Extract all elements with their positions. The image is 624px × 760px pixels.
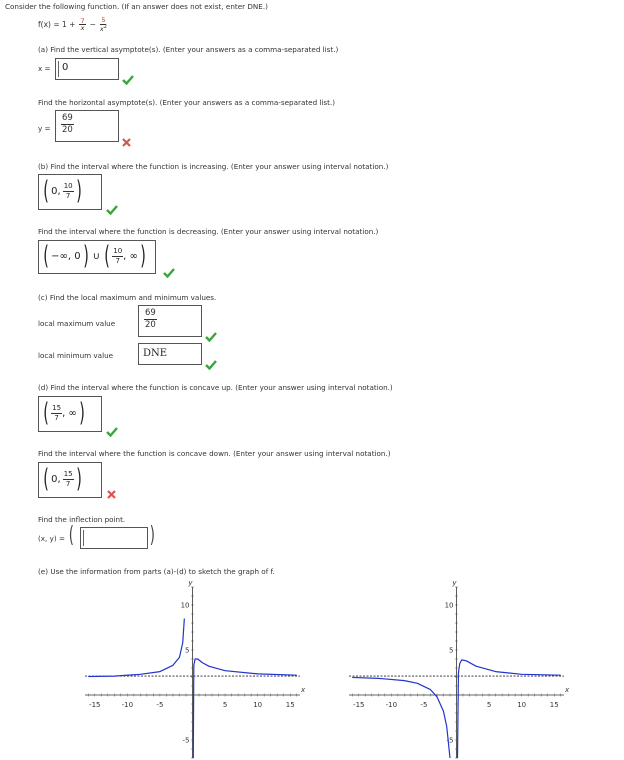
- x-tick-label: -5: [420, 701, 428, 709]
- decreasing-input[interactable]: ( −∞, 0 ) ∪ ( $\frac{10}{7}$ , ∞ ): [38, 240, 156, 274]
- concave-down-prompt: Find the interval where the function is concave down. (Enter your answer using interval notation.): [38, 449, 391, 458]
- incorrect-icon: [107, 490, 116, 499]
- inflection-label: (x, y) =: [38, 534, 65, 543]
- inflection-paren-right: ): [149, 523, 155, 548]
- x-tick-label: 10: [517, 701, 527, 709]
- local-min-label: local minimum value: [38, 351, 114, 360]
- y-tick-label: -5: [182, 736, 190, 745]
- vertical-asymptote-input[interactable]: [55, 58, 119, 80]
- horizontal-asymptote-input[interactable]: [55, 110, 119, 142]
- correct-icon: [106, 205, 118, 215]
- horizontal-numerator: 69: [62, 113, 73, 123]
- decreasing-prompt: Find the interval where the function is decreasing. (Enter your answer using interval notation.): [38, 227, 379, 236]
- curve-right-branch: [457, 660, 560, 758]
- curve-left-branch: [352, 677, 450, 758]
- local-max-input[interactable]: [138, 305, 202, 337]
- x-tick-label: 5: [222, 701, 228, 709]
- vertical-asymptote-value: 0: [62, 62, 69, 73]
- term1-denominator: x: [80, 24, 85, 33]
- y-tick-label: -5: [446, 736, 454, 745]
- curve-right-branch: [193, 659, 296, 758]
- term2-numerator: 5: [101, 16, 106, 24]
- inc-numerator: 10: [63, 181, 73, 190]
- term2-exponent: 2: [103, 23, 107, 30]
- inflection-paren-left: (: [68, 523, 74, 548]
- y-axis-label: y: [188, 579, 193, 587]
- function-lhs: f(x) = 1 +: [38, 20, 76, 30]
- down-numerator: 15: [63, 469, 73, 478]
- down-left: 0,: [51, 473, 61, 485]
- horizontal-asymptote-prompt: Find the horizontal asymptote(s). (Enter your answers as a comma-separated list.): [38, 98, 336, 107]
- graph-option-2[interactable]: [346, 575, 572, 760]
- local-min-input[interactable]: [138, 343, 202, 365]
- sketch-prompt: (e) Use the information from parts (a)-(d) to sketch the graph of f.: [38, 567, 275, 576]
- correct-icon: [106, 427, 118, 437]
- dec-first: −∞, 0: [51, 250, 81, 262]
- inflection-input[interactable]: [80, 527, 148, 549]
- incorrect-icon: [122, 138, 131, 147]
- inc-left: 0,: [51, 185, 61, 197]
- concave-up-input[interactable]: ( $\frac{15}{7}$ , ∞ ): [38, 396, 102, 432]
- increasing-prompt: (b) Find the interval where the function is increasing. (Enter your answer using interval notation.): [38, 162, 389, 171]
- vertical-asymptote-prompt: (a) Find the vertical asymptote(s). (Enter your answers as a comma-separated list.): [38, 45, 339, 54]
- x-tick-label: -15: [353, 701, 365, 709]
- correct-icon: [163, 268, 175, 278]
- term1-numerator: 7: [80, 16, 85, 25]
- y-tick-label: 10: [180, 601, 190, 610]
- horizontal-label: y =: [38, 124, 51, 133]
- local-max-label: local maximum value: [38, 319, 116, 328]
- x-axis-label: x: [301, 686, 306, 694]
- term2-denominator: x: [99, 24, 104, 33]
- vertical-label: x =: [38, 64, 51, 73]
- x-tick-label: -10: [121, 701, 134, 709]
- inc-denominator: 7: [65, 191, 71, 200]
- x-tick-label: 15: [549, 701, 559, 709]
- inflection-prompt: Find the inflection point.: [38, 515, 126, 524]
- increasing-input[interactable]: ( 0, $\frac{10}{7}$ ): [38, 174, 102, 210]
- concave-down-input[interactable]: ( 0, $\frac{15}{7}$ ): [38, 462, 102, 498]
- y-axis-label: y: [452, 579, 457, 587]
- x-tick-label: -5: [156, 701, 164, 709]
- y-tick-label: 10: [444, 601, 454, 610]
- max-numerator: 69: [145, 308, 156, 318]
- x-tick-label: 15: [285, 701, 295, 709]
- concave-up-prompt: (d) Find the interval where the function is concave up. (Enter your answer using interval notation.): [38, 383, 393, 392]
- max-denominator: 20: [145, 319, 156, 330]
- x-tick-label: -15: [89, 701, 101, 709]
- x-tick-label: 5: [486, 701, 492, 709]
- curve-left-branch: [88, 619, 184, 677]
- minus-sign: −: [89, 20, 96, 30]
- dec-right: , ∞: [123, 250, 138, 262]
- y-tick-label: 5: [185, 646, 190, 655]
- dec-denominator: 7: [115, 256, 120, 265]
- function-definition: [38, 17, 108, 32]
- correct-icon: [205, 360, 217, 370]
- local-min-value: DNE: [143, 348, 168, 359]
- intro-text: Consider the following function. (If an answer does not exist, enter DNE.): [5, 2, 268, 11]
- up-denominator: 7: [54, 413, 59, 422]
- dec-union: ∪: [92, 250, 101, 262]
- extrema-prompt: (c) Find the local maximum and minimum values.: [38, 293, 217, 302]
- horizontal-denominator: 20: [62, 124, 73, 135]
- y-tick-label: 5: [449, 646, 454, 655]
- down-denominator: 7: [65, 479, 71, 488]
- up-right: , ∞: [62, 407, 77, 419]
- graph-option-1[interactable]: [82, 575, 308, 760]
- x-axis-label: x: [565, 686, 570, 694]
- correct-icon: [205, 332, 217, 342]
- up-numerator: 15: [52, 403, 62, 412]
- correct-icon: [122, 75, 134, 85]
- x-tick-label: -10: [385, 701, 398, 709]
- dec-numerator: 10: [113, 246, 123, 255]
- x-tick-label: 10: [253, 701, 263, 709]
